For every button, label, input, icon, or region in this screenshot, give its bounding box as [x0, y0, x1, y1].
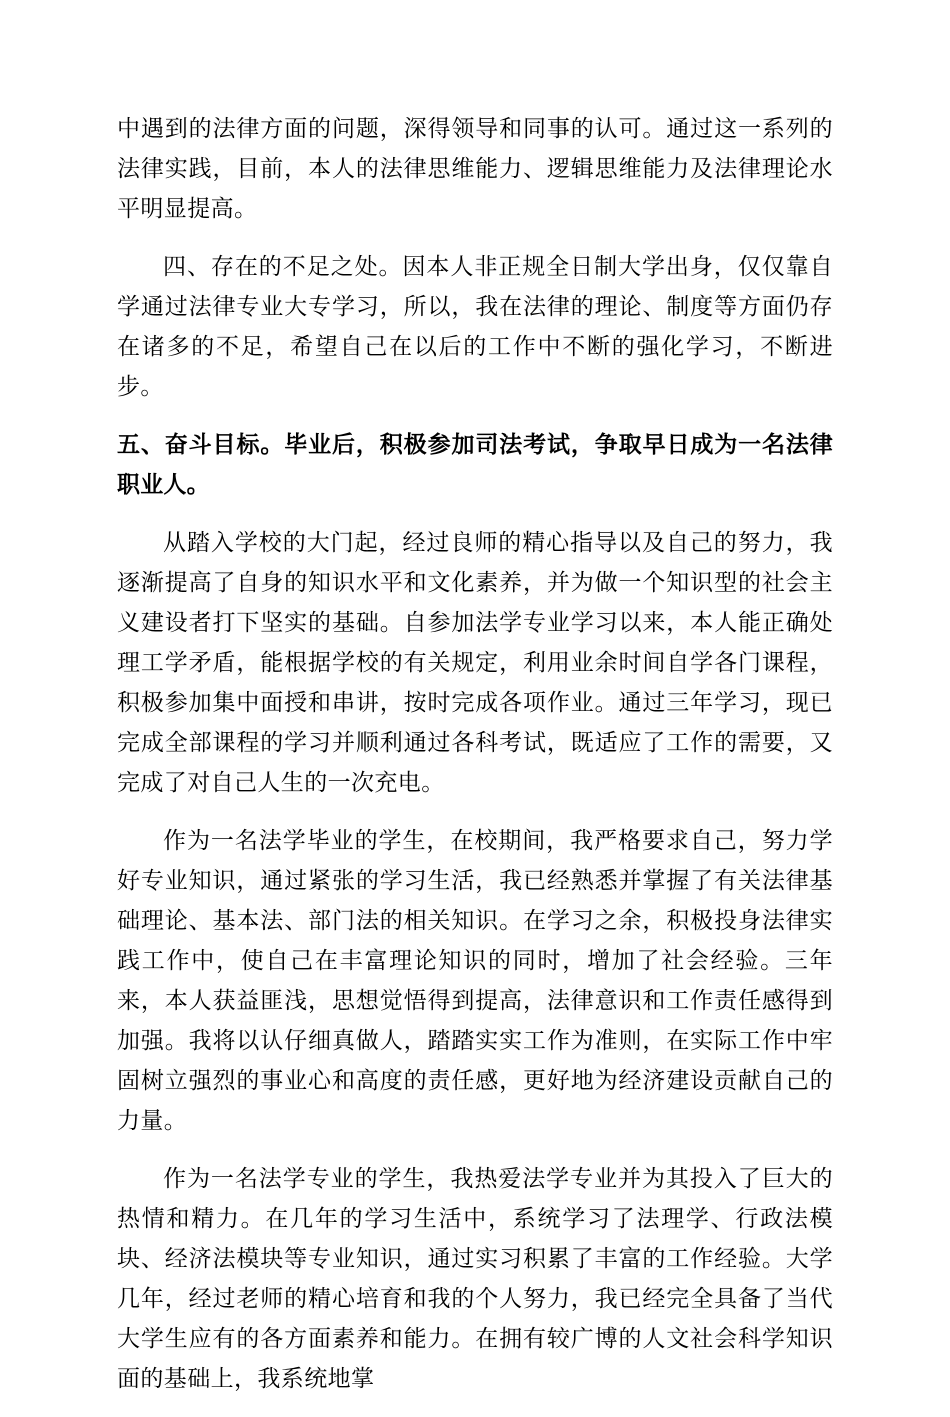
paragraph-school-period: 作为一名法学毕业的学生，在校期间，我严格要求自己，努力学好专业知识，通过紧张的学习生活，我已经熟悉并掌握了有关法律基础理论、基本法、部门法的相关知识。在学习之余，积极投身法律实践工作中，使自己在丰富理论知识的同时，增加了社会经验。三年来，本人获益匪浅，思想觉悟得到提高，法律意识和工作责任感得到加强。我将以认仔细真做人，踏踏实实工作为准则，在实际工作中牢固树立强烈的事业心和高度的责任感，更好地为经济建设贡献自己的力量。 — [117, 828, 833, 1134]
document-page — [117, 109, 833, 1417]
paragraph-shortcomings: 四、存在的不足之处。因本人非正规全日制大学出身，仅仅靠自学通过法律专业大专学习，所以，我在法律的理论、制度等方面仍存在诸多的不足，希望自己在以后的工作中不断的强化学习，不断进步。 — [117, 254, 833, 400]
paragraph-professional-skills: 作为一名法学专业的学生，我热爱法学专业并为其投入了巨大的热情和精力。在几年的学习生活中，系统学习了法理学、行政法模块、经济法模块等专业知识，通过实习积累了丰富的工作经验。大学几年，经过老师的精心培育和我的个人努力，我已经完全具备了当代大学生应有的各方面素养和能力。在拥有较广博的人文社会科学知识面的基础上，我系统地掌 — [117, 1166, 833, 1392]
paragraph-continuation: 中遇到的法律方面的问题，深得领导和同事的认可。通过这一系列的法律实践，目前，本人的法律思维能力、逻辑思维能力及法律理论水平明显提高。 — [117, 116, 833, 222]
paragraph-study-summary: 从踏入学校的大门起，经过良师的精心指导以及自己的努力，我逐渐提高了自身的知识水平和文化素养，并为做一个知识型的社会主义建设者打下坚实的基础。自参加法学专业学习以来，本人能正确处理工学矛盾，能根据学校的有关规定，利用业余时间自学各门课程，积极参加集中面授和串讲，按时完成各项作业。通过三年学习，现已完成全部课程的学习并顺利通过各科考试，既适应了工作的需要，又完成了对自己人生的一次充电。 — [117, 530, 833, 796]
paragraph-goal-heading: 五、奋斗目标。毕业后，积极参加司法考试，争取早日成为一名法律职业人。 — [117, 432, 833, 498]
